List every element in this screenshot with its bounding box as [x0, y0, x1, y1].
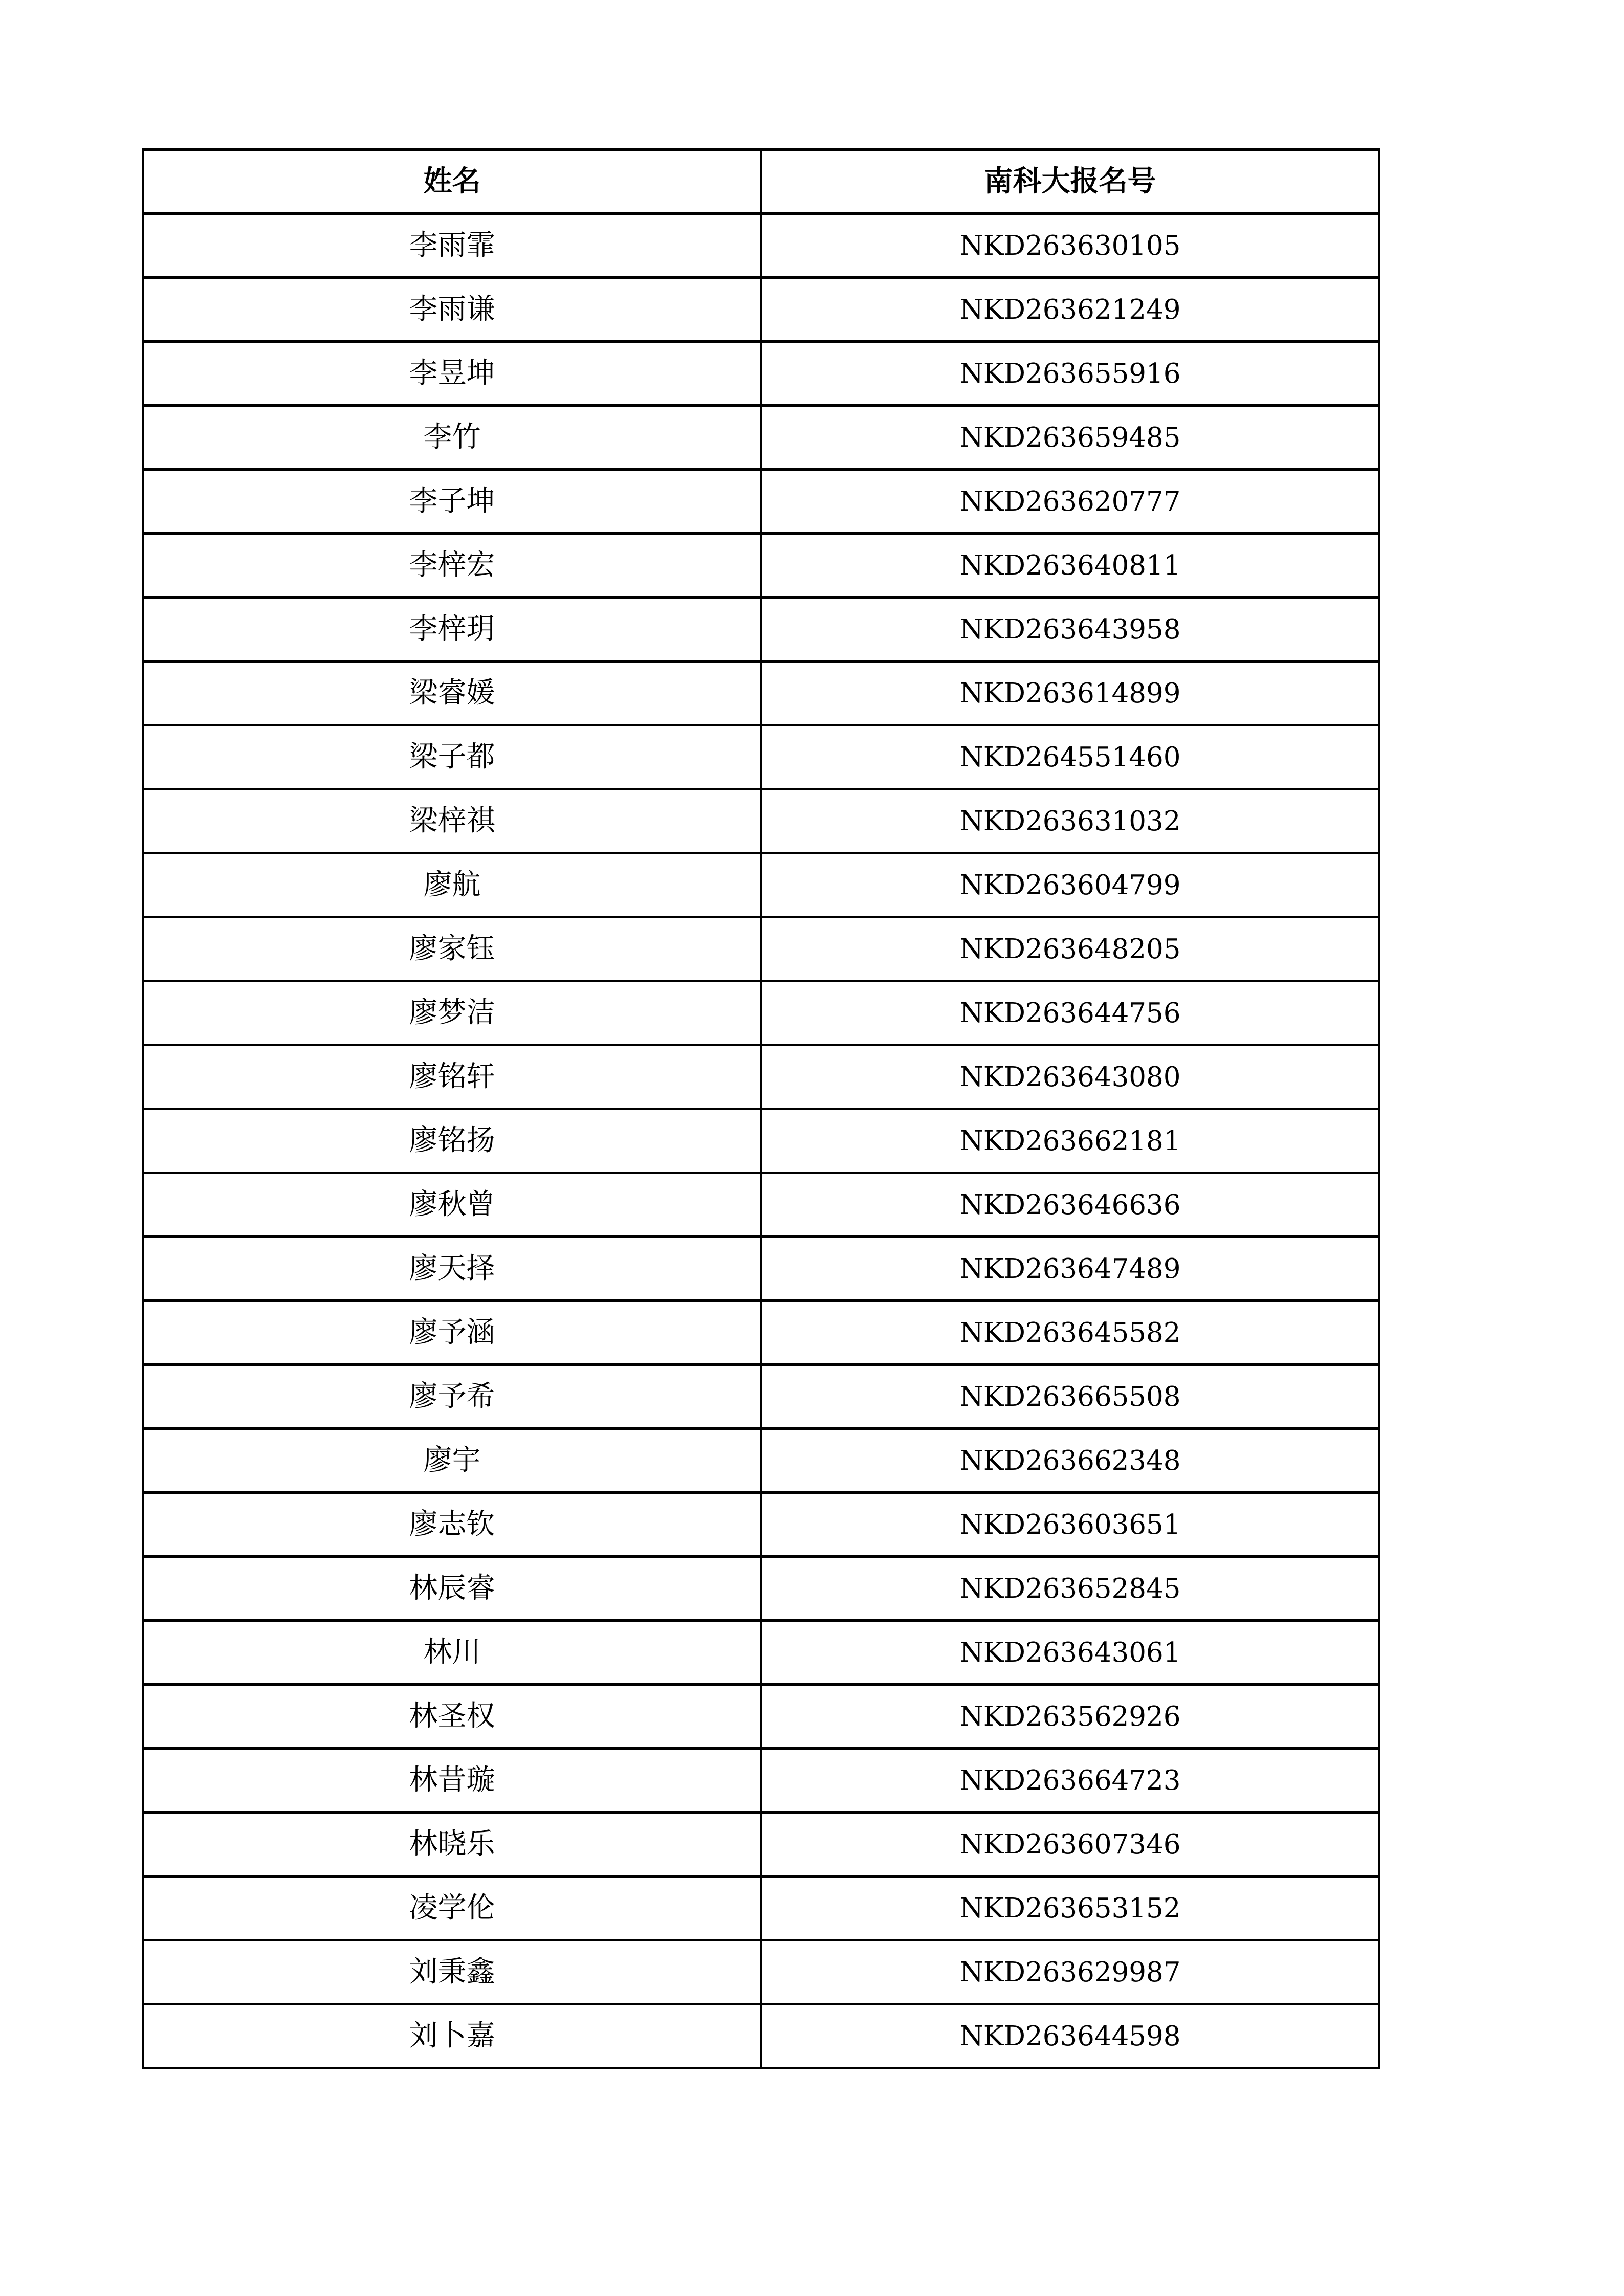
applicant-name-cell: 廖航 [143, 853, 761, 917]
table-row [143, 917, 1379, 981]
applicant-name-cell: 廖梦洁 [143, 981, 761, 1045]
table-row [143, 789, 1379, 853]
applicant-name-cell: 廖家钰 [143, 917, 761, 981]
table-row [143, 1685, 1379, 1749]
table-row [143, 1876, 1379, 1940]
table-row [143, 1429, 1379, 1493]
table-row [143, 853, 1379, 917]
registration-number-cell: NKD263643080 [761, 1045, 1379, 1109]
table-row [143, 1109, 1379, 1173]
applicant-name-cell: 廖宇 [143, 1429, 761, 1493]
applicant-name-cell: 李雨霏 [143, 214, 761, 278]
registration-number-cell: NKD263620777 [761, 470, 1379, 534]
applicant-name-cell: 林昔璇 [143, 1749, 761, 1813]
table-row [143, 1301, 1379, 1365]
header-row [143, 150, 1379, 214]
applicant-name-cell: 廖予涵 [143, 1301, 761, 1365]
registration-number-cell: NKD263629987 [761, 1940, 1379, 2004]
applicant-name-cell: 廖铭轩 [143, 1045, 761, 1109]
registration-number-cell: NKD263604799 [761, 853, 1379, 917]
registration-number-cell: NKD263647489 [761, 1237, 1379, 1301]
registration-number-cell: NKD263664723 [761, 1749, 1379, 1813]
table-header [143, 150, 1379, 214]
registration-number-cell: NKD263662181 [761, 1109, 1379, 1173]
applicant-name-cell: 李梓玥 [143, 598, 761, 661]
table-row [143, 1940, 1379, 2004]
registration-number-cell: NKD263631032 [761, 789, 1379, 853]
registration-number-cell: NKD263652845 [761, 1557, 1379, 1621]
registration-number-cell: NKD263653152 [761, 1876, 1379, 1940]
registration-number-cell: NKD263659485 [761, 406, 1379, 470]
table-row [143, 1045, 1379, 1109]
table-row [143, 1173, 1379, 1237]
applicant-name-cell: 廖予希 [143, 1365, 761, 1429]
table-row [143, 2004, 1379, 2068]
table-row [143, 278, 1379, 342]
table-row [143, 725, 1379, 789]
table-row [143, 1365, 1379, 1429]
registration-number-cell: NKD263662348 [761, 1429, 1379, 1493]
table-row [143, 406, 1379, 470]
registration-number-cell: NKD263644756 [761, 981, 1379, 1045]
table-row [143, 661, 1379, 725]
table-row [143, 1813, 1379, 1876]
applicant-name-cell: 梁梓祺 [143, 789, 761, 853]
table-row [143, 598, 1379, 661]
applicant-name-cell: 李梓宏 [143, 534, 761, 598]
registration-number-cell: NKD263665508 [761, 1365, 1379, 1429]
applicant-name-cell: 刘秉鑫 [143, 1940, 761, 2004]
registration-number-cell: NKD263621249 [761, 278, 1379, 342]
registration-number-cell: NKD263630105 [761, 214, 1379, 278]
applicant-table [142, 148, 1380, 2069]
registration-number-cell: NKD263646636 [761, 1173, 1379, 1237]
registration-number-cell: NKD263603651 [761, 1493, 1379, 1557]
registration-number-cell: NKD263607346 [761, 1813, 1379, 1876]
applicant-name-cell: 李竹 [143, 406, 761, 470]
table-row [143, 214, 1379, 278]
table-row [143, 1749, 1379, 1813]
applicant-name-cell: 李雨谦 [143, 278, 761, 342]
applicant-name-cell: 梁睿媛 [143, 661, 761, 725]
applicant-name-cell: 林川 [143, 1621, 761, 1685]
registration-number-cell: NKD263643061 [761, 1621, 1379, 1685]
registration-number-cell: NKD263640811 [761, 534, 1379, 598]
registration-number-cell: NKD263645582 [761, 1301, 1379, 1365]
table-body [143, 214, 1379, 2068]
applicant-name-cell: 刘卜嘉 [143, 2004, 761, 2068]
registration-number-cell: NKD263614899 [761, 661, 1379, 725]
applicant-name-cell: 李子坤 [143, 470, 761, 534]
applicant-name-cell: 梁子都 [143, 725, 761, 789]
applicant-name-cell: 林辰睿 [143, 1557, 761, 1621]
applicant-name-cell: 林圣权 [143, 1685, 761, 1749]
table-row [143, 342, 1379, 406]
registration-number-cell: NKD263644598 [761, 2004, 1379, 2068]
applicant-name-cell: 廖志钦 [143, 1493, 761, 1557]
table-row [143, 534, 1379, 598]
registration-number-cell: NKD264551460 [761, 725, 1379, 789]
applicant-name-cell: 廖秋曾 [143, 1173, 761, 1237]
table-row [143, 1621, 1379, 1685]
applicant-name-cell: 廖天择 [143, 1237, 761, 1301]
table-row [143, 1493, 1379, 1557]
table-row [143, 981, 1379, 1045]
column-header-registration-number: 南科大报名号 [761, 150, 1379, 214]
applicant-name-cell: 林晓乐 [143, 1813, 761, 1876]
table-row [143, 1557, 1379, 1621]
applicant-name-cell: 凌学伦 [143, 1876, 761, 1940]
registration-number-cell: NKD263562926 [761, 1685, 1379, 1749]
table-row [143, 1237, 1379, 1301]
table-row [143, 470, 1379, 534]
registration-number-cell: NKD263655916 [761, 342, 1379, 406]
registration-number-cell: NKD263643958 [761, 598, 1379, 661]
applicant-name-cell: 李昱坤 [143, 342, 761, 406]
registration-number-cell: NKD263648205 [761, 917, 1379, 981]
applicant-name-cell: 廖铭扬 [143, 1109, 761, 1173]
column-header-name: 姓名 [143, 150, 761, 214]
